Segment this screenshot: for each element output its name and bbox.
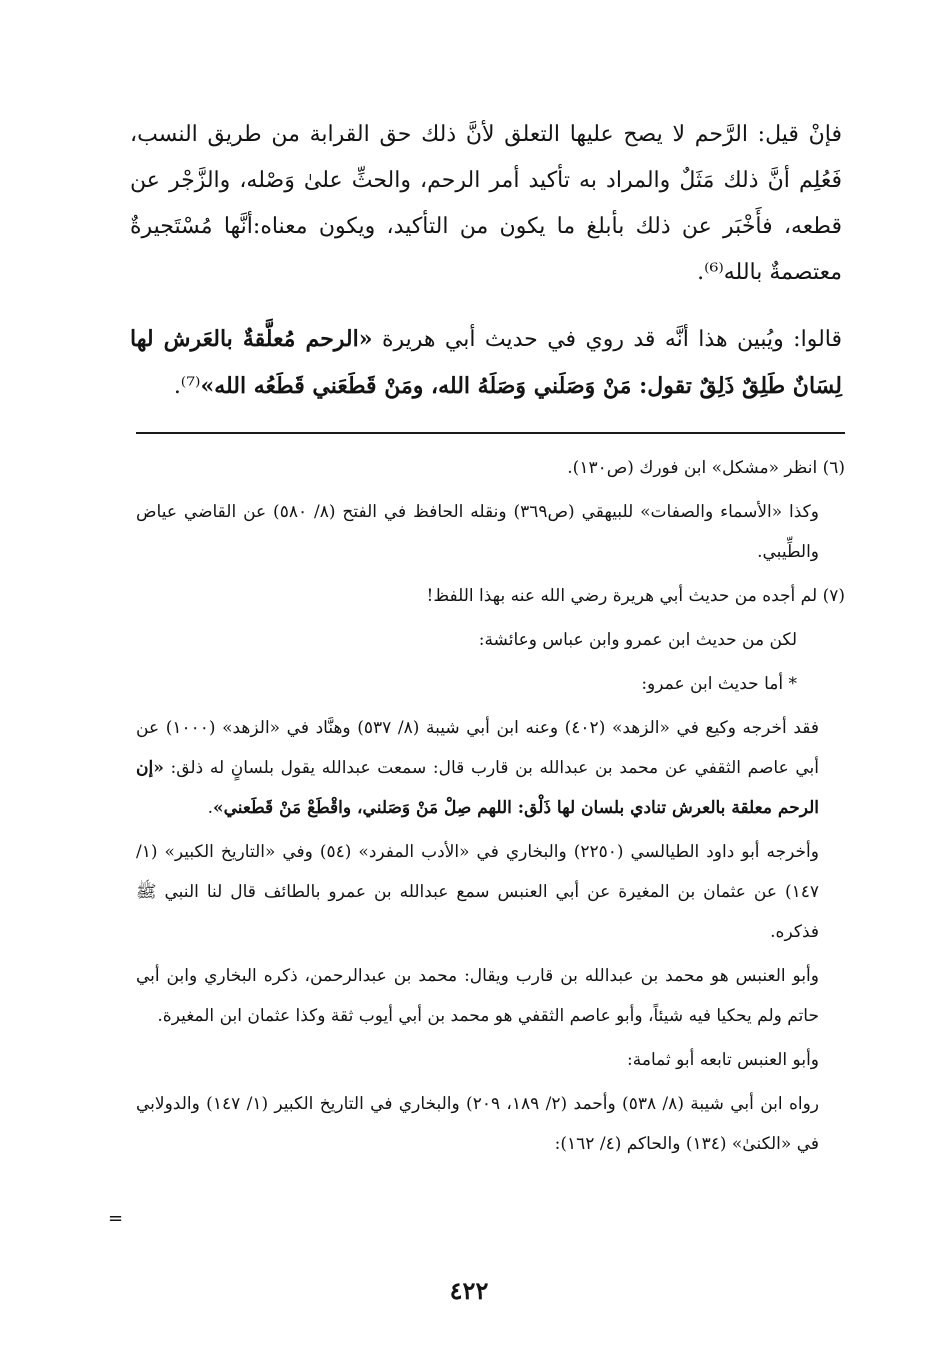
- continuation-mark: =: [108, 1208, 124, 1229]
- footnote-separator: [136, 432, 845, 434]
- footnote-6-line-1: (٦) انظر «مشكل» ابن فورك (ص١٣٠).: [567, 458, 845, 478]
- main-paragraph-1: [130, 112, 842, 296]
- footnote-7-line-1: (٧) لم أجده من حديث أبي هريرة رضي الله عنه بهذا اللفظ!: [426, 586, 845, 606]
- footnote-7-paragraph-8: رواه ابن أبي شيبة (٨/ ٥٣٨) وأحمد (٢/ ١٨٩، ٢٠٩) والبخاري في التاريخ الكبير (١/ ١٤٧) والدولابي في «الكنىٰ» (١٣٤) والحاكم (٤/ ١٦٢):: [136, 1094, 819, 1154]
- footnote-7-paragraph-4-start: فقد أخرجه وكيع في «الزهد» (٤٠٢) وعنه ابن أبي شيبة (٨/ ٥٣٧) وهنَّاد في «الزهد» (١٠٠٠) عن أبي عاصم الثقفي عن محمد بن عبدالله بن قارب قال: سمعت عبدالله يقول بلسانٍ له ذلق:: [136, 718, 819, 778]
- footnote-7-paragraph-4: [136, 708, 845, 828]
- main-paragraph-2: [130, 316, 842, 410]
- main-paragraph-2-hadith: «الرحم مُعلَّقةٌ بالعَرش لها لِسَانٌ طَلِقٌ ذَلِقٌ تقول: مَنْ وَصَلَني وَصَلَهُ الله، ومَنْ قَطَعَني قَطَعُه الله»: [130, 326, 842, 399]
- footnotes: [136, 448, 845, 1168]
- footnote-7-line-2: لكن من حديث ابن عمرو وابن عباس وعائشة:: [478, 630, 797, 650]
- page-number: ٤٢٢: [449, 1276, 489, 1305]
- footnote-7-paragraph-4-hadith: «إن الرحم معلقة بالعرش تنادي بلسان لها ذَلْق: اللهم صِلْ مَنْ وَصَلني، واقْطَعْ مَنْ قَطَعني»: [136, 758, 819, 818]
- main-paragraph-1-text: فإنْ قيل: الرَّحم لا يصح عليها التعلق لأنَّ ذلك حق القرابة من طريق النسب، فَعُلِم أنَّ ذلك مَثَلٌ والمراد به تأكيد أمر الرحم، والحثِّ علىٰ وَصْله، والزَّجْر عن قطعه، فأَخْبَر عن ذلك بأبلغ ما يكون من التأكيد، ويكون معناه:أنَّها مُسْتَجيرةٌ معتصمةٌ بالله⁽⁶⁾.: [130, 122, 842, 285]
- footnote-7-paragraph-7: وأبو العنبس تابعه أبو ثمامة:: [627, 1050, 819, 1070]
- footnote-7-paragraph-5: وأخرجه أبو داود الطيالسي (٢٢٥٠) والبخاري في «الأدب المفرد» (٥٤) وفي «التاريخ الكبير» (١/ ١٤٧) عن عثمان بن المغيرة عن أبي العنبس سمع عبدالله بن عمرو بالطائف قال لنا النبي ﷺ فذكره.: [136, 842, 819, 942]
- footnote-7-paragraph-6: وأبو العنبس هو محمد بن عبدالله بن قارب ويقال: محمد بن عبدالرحمن، ذكره البخاري وابن أبي حاتم ولم يحكيا فيه شيئاً، وأبو عاصم الثقفي هو محمد بن أبي أيوب ثقة وكذا عثمان ابن المغيرة.: [136, 966, 819, 1026]
- main-paragraph-2-intro: قالوا: ويُبين هذا أنَّه قد روي في حديث أبي هريرة: [381, 327, 842, 352]
- footnote-6-line-2: وكذا «الأسماء والصفات» للبيهقي (ص٣٦٩) ونقله الحافظ في الفتح (٨/ ٥٨٠) عن القاضي عياض والطِّيبي.: [136, 502, 819, 562]
- footnote-7-paragraph-4-end: .: [207, 798, 213, 818]
- main-paragraph-2-end: ⁽⁷⁾.: [173, 374, 201, 399]
- footnote-7-line-3: * أما حديث ابن عمرو:: [641, 674, 797, 694]
